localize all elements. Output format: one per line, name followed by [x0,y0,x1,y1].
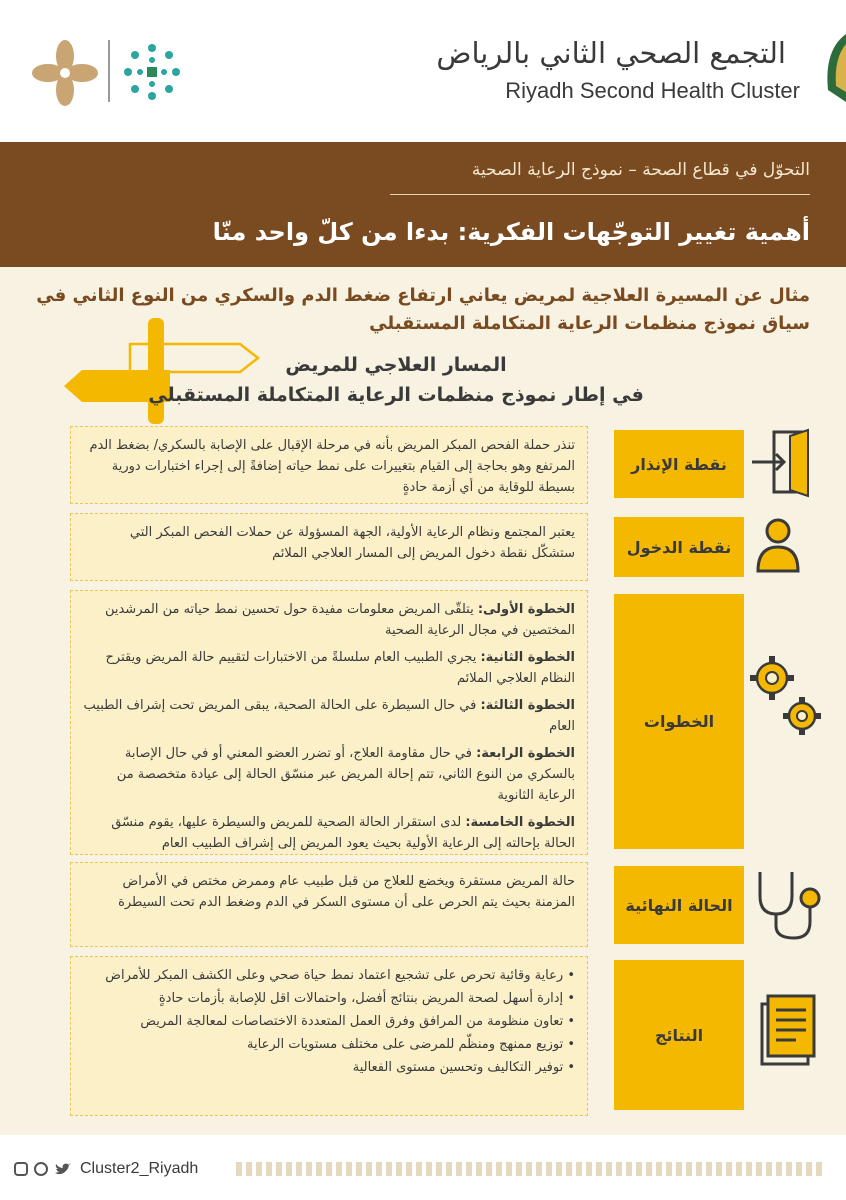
step-3-head: الخطوة الثالثة: [480,698,575,713]
result-2: • إدارة أسهل لصحة المريض بنتائج أفضل، واحتمالات اقل للإصابة بأزمات حادةٍ [83,988,575,1009]
footer-pattern [236,1162,826,1176]
result-4: • توزيع ممنهج ومنظّم للمرضى على مختلف مستويات الرعاية [83,1034,575,1055]
social-handle[interactable]: Cluster2_Riyadh [80,1160,199,1177]
step-2-head: الخطوة الثانية: [480,650,575,665]
steps-text [70,590,588,855]
person-icon [750,513,830,579]
results-text [70,956,588,1116]
ministry-logo-icon [818,30,846,106]
row-warning [70,426,840,504]
band-divider [390,194,810,195]
final-text: حالة المريض مستقرة ويخضع للعلاج من قبل طبيب عام وممرض مختص في الأمراض المزمنة بحيث يتم الحرص على أن مستوى السكر في الدم وضغط الدم تحت السيطرة [70,862,588,947]
header [0,0,846,142]
warning-label: نقطة الإنذار [614,430,744,498]
cluster-name-english: Riyadh Second Health Cluster [505,78,800,103]
steps-label: الخطوات [614,594,744,849]
step-5-head: الخطوة الخامسة: [465,815,575,830]
flower-logo-icon [30,38,100,108]
stethoscope-icon [750,866,830,942]
result-3: • تعاون منظومة من المرافق وفرق العمل المتعددة الاختصاصات لمعالجة المريض [83,1011,575,1032]
step-5 [83,812,575,854]
step-3 [83,695,575,737]
step-4-head: الخطوة الرابعة: [476,746,575,761]
step-4 [83,743,575,806]
step-4-body: في حال مقاومة العلاج، أو تضرر العضو المعني أو في حال الإصابة بالسكري من النوع الثاني، تتم إحالة المريض عبر منسّق الحالة إلى عيادة متخصصة من الرعاية الثانوية [116,746,575,803]
row-entry [70,513,840,581]
gears-icon [750,652,830,742]
row-final [70,862,840,947]
step-1-body: يتلقّى المريض معلومات مفيدة حول تحسين نمط حياته من المرشدين المختصين في مجال الرعاية الصحية [104,602,575,638]
entry-text: يعتبر المجتمع ونظام الرعاية الأولية، الجهة المسؤولة عن حملات الفحص المبكر التي ستشكّل نقطة دخول المريض إلى المسار العلاجي الملائم [70,513,588,581]
band-subtitle: التحوّل في قطاع الصحة – نموذج الرعاية الصحية [471,160,810,180]
path-title [146,350,646,410]
row-steps [70,590,840,855]
path-title-line1: المسار العلاجي للمريض [285,354,507,376]
step-2-body: يجري الطبيب العام سلسلةً من الاختبارات لتقييم حالة المريض ويقترح النظام العلاجي الملائم [105,650,575,686]
result-5: • توفير التكاليف وتحسين مستوى الفعالية [83,1057,575,1078]
document-icon [750,992,830,1076]
results-label: النتائج [614,960,744,1110]
result-1: • رعاية وقائية تحرص على تشجيع اعتماد نمط حياة صحي وعلى الكشف المبكر للأمراض [83,965,575,986]
step-1 [83,599,575,641]
twitter-icon[interactable] [54,1162,72,1176]
intro-text: مثال عن المسيرة العلاجية لمريض يعاني ارتفاع ضغط الدم والسكري من النوع الثاني في سياق نموذج منظمات الرعاية المتكاملة المستقبلي [36,285,810,334]
warning-text: تنذر حملة الفحص المبكر المريض بأنه في مرحلة الإقبال على الإصابة بالسكري/ بضغط الدم المرتفع وهو بحاجة إلى القيام بتغييرات على نمط حياته إضافةً إلى إجراء اختبارات دورية بسيطة للوقاية من أي أزمة حادةٍ [70,426,588,504]
final-label: الحالة النهائية [614,866,744,944]
path-title-line2: في إطار نموذج منظمات الرعاية المتكاملة المستقبلي [148,384,644,406]
entry-label: نقطة الدخول [614,517,744,577]
step-2 [83,647,575,689]
step-1-head: الخطوة الأولى: [477,602,575,617]
vision-logo-icon [120,40,184,104]
row-results [70,956,840,1116]
logo-divider [108,40,110,102]
door-exit-icon [750,426,830,502]
step-3-body: في حال السيطرة على الحالة الصحية، يبقى المريض تحت إشراف الطبيب العام [83,698,575,734]
step-5-body: لدى استقرار الحالة الصحية للمريض والسيطرة عليها، يقوم منسّق الحالة بإحالته إلى الرعاية الأولية بحيث يعود المريض إلى إشراف الطبيب العام [111,815,575,851]
band-title: أهمية تغيير التوجّهات الفكرية: بدءا من كلّ واحد منّا [212,218,810,246]
instagram-icon[interactable] [14,1162,28,1176]
snapchat-icon[interactable] [34,1162,48,1176]
cluster-name-arabic: التجمع الصحي الثاني بالرياض [436,36,786,70]
